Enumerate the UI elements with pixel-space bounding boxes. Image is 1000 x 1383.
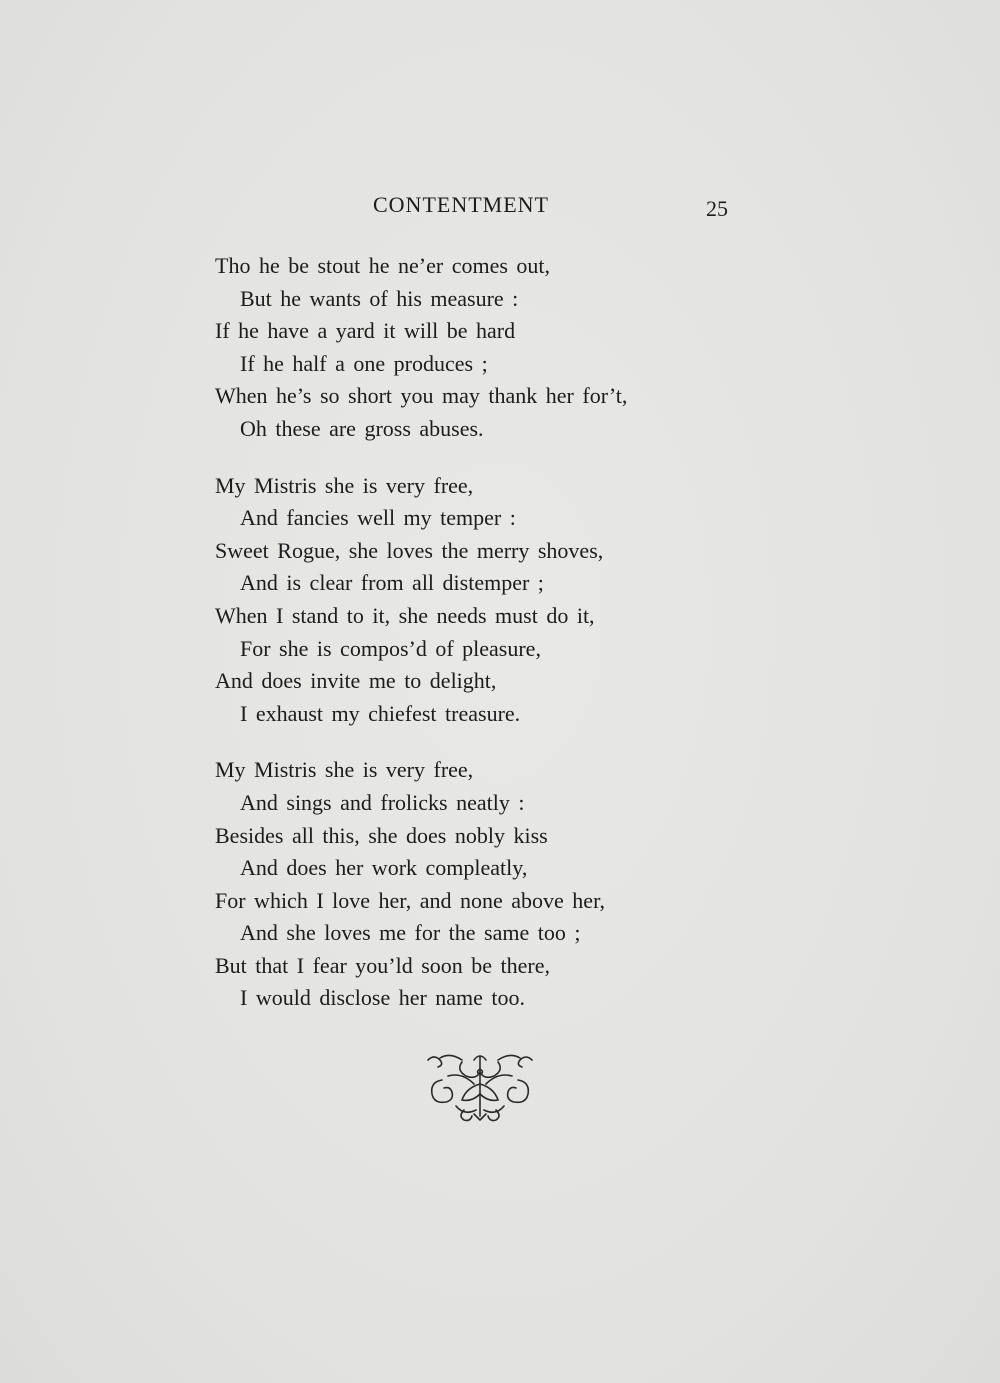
verse-line: Besides all this, she does nobly kiss	[215, 822, 548, 848]
stanza-3	[215, 754, 735, 1015]
verse-line: And she loves me for the same too ;	[240, 920, 581, 946]
verse-line: If he half a one produces ;	[240, 350, 488, 376]
verse-line: For which I love her, and none above her,	[215, 887, 606, 913]
floral-scroll-ornament-icon	[420, 1050, 540, 1122]
verse-line: I would disclose her name too.	[240, 985, 526, 1011]
verse-line: My Mistris she is very free,	[215, 757, 474, 783]
stanza-1	[215, 250, 735, 446]
verse-line: When I stand to it, she needs must do it,	[215, 602, 595, 628]
verse-line: If he have a yard it will be hard	[215, 318, 516, 344]
verse-line: And sings and frolicks neatly :	[240, 789, 525, 815]
verse-line: And fancies well my temper :	[240, 505, 516, 531]
verse-line: Sweet Rogue, she loves the merry shoves,	[215, 537, 604, 563]
verse-line: Oh these are gross abuses.	[240, 415, 484, 441]
verse-line: And does invite me to delight,	[215, 668, 497, 694]
page-number: 25	[706, 196, 728, 221]
verse-line: And does her work compleatly,	[240, 855, 528, 881]
verse-line: But that I fear you’ld soon be there,	[215, 952, 551, 978]
poem-body	[215, 250, 735, 1039]
verse-line: I exhaust my chiefest treasure.	[240, 700, 521, 726]
verse-line: And is clear from all distemper ;	[240, 570, 544, 596]
verse-line: When he’s so short you may thank her for’t,	[215, 383, 628, 409]
verse-line: Tho he be stout he ne’er comes out,	[215, 253, 551, 278]
verse-line: But he wants of his measure :	[240, 285, 519, 311]
verse-line: My Mistris she is very free,	[215, 472, 474, 498]
stanza-2	[215, 470, 735, 731]
verse-line: For she is compos’d of pleasure,	[240, 635, 541, 661]
running-head	[0, 192, 1000, 222]
page-title: CONTENTMENT	[373, 192, 549, 217]
